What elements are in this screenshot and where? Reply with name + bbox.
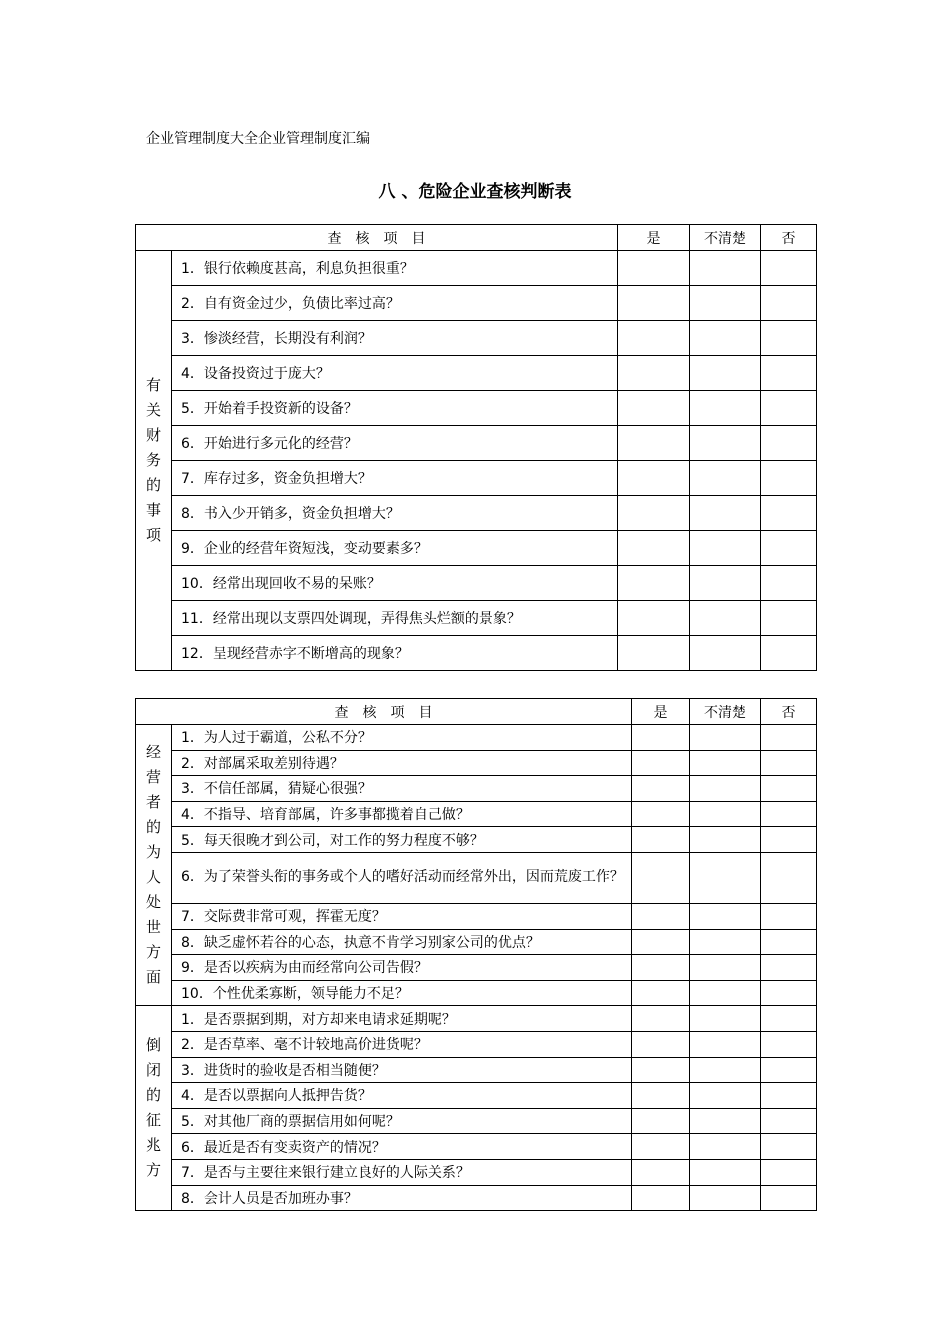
answer-cell-unclear[interactable]: [690, 1159, 761, 1185]
answer-cell-no[interactable]: [761, 827, 817, 853]
answer-cell-no[interactable]: [761, 801, 817, 827]
table-row: [136, 1134, 817, 1160]
check-item: 4．不指导、培育部属，许多事都揽着自己做？: [172, 801, 632, 827]
category-cell: [136, 1006, 172, 1211]
table-row: [136, 636, 817, 671]
column-header-unclear: 不清楚: [690, 225, 761, 251]
check-item: 10．个性优柔寡断，领导能力不足？: [172, 980, 632, 1006]
column-header-no: 否: [761, 699, 817, 725]
answer-cell-no[interactable]: [761, 929, 817, 955]
answer-cell-yes[interactable]: [632, 1134, 690, 1160]
column-header-yes: 是: [618, 225, 690, 251]
answer-cell-unclear[interactable]: [690, 801, 761, 827]
answer-cell-no[interactable]: [761, 776, 817, 802]
table-row: [136, 1185, 817, 1211]
table-row: [136, 980, 817, 1006]
answer-cell-no[interactable]: [761, 251, 817, 286]
answer-cell-unclear[interactable]: [690, 725, 761, 751]
check-item: 2．是否草率、毫不计较地高价进货呢？: [172, 1031, 632, 1057]
answer-cell-yes[interactable]: [632, 980, 690, 1006]
answer-cell-no[interactable]: [761, 566, 817, 601]
answer-cell-yes[interactable]: [618, 496, 690, 531]
answer-cell-yes[interactable]: [632, 776, 690, 802]
answer-cell-yes[interactable]: [618, 391, 690, 426]
table-row: [136, 461, 817, 496]
table-row: [136, 321, 817, 356]
table-row: [136, 356, 817, 391]
answer-cell-no[interactable]: [761, 601, 817, 636]
answer-cell-unclear[interactable]: [690, 1134, 761, 1160]
table-row: [136, 1057, 817, 1083]
check-item: 3．进货时的验收是否相当随便？: [172, 1057, 632, 1083]
answer-cell-unclear[interactable]: [690, 827, 761, 853]
answer-cell-unclear[interactable]: [690, 531, 761, 566]
check-item: 3．惨淡经营，长期没有利润？: [172, 321, 618, 356]
table-row: [136, 801, 817, 827]
table-row: [136, 725, 817, 751]
answer-cell-no[interactable]: [761, 321, 817, 356]
answer-cell-unclear[interactable]: [690, 1006, 761, 1032]
check-item: 2．自有资金过少，负债比率过高？: [172, 286, 618, 321]
answer-cell-unclear[interactable]: [690, 286, 761, 321]
document-title: 八 、危险企业查核判断表: [378, 182, 572, 202]
table-row: [136, 903, 817, 929]
answer-cell-yes[interactable]: [632, 1083, 690, 1109]
answer-cell-unclear[interactable]: [690, 1083, 761, 1109]
answer-cell-no[interactable]: [761, 1083, 817, 1109]
answer-cell-unclear[interactable]: [690, 1031, 761, 1057]
finance-checklist-table: [135, 224, 817, 671]
check-item: 5．对其他厂商的票据信用如何呢？: [172, 1108, 632, 1134]
answer-cell-unclear[interactable]: [690, 903, 761, 929]
check-item: 1．是否票据到期，对方却来电请求延期呢？: [172, 1006, 632, 1032]
answer-cell-yes[interactable]: [618, 566, 690, 601]
answer-cell-no[interactable]: [761, 1185, 817, 1211]
answer-cell-unclear[interactable]: [690, 461, 761, 496]
answer-cell-yes[interactable]: [632, 827, 690, 853]
answer-cell-unclear[interactable]: [690, 356, 761, 391]
answer-cell-no[interactable]: [761, 980, 817, 1006]
answer-cell-yes[interactable]: [632, 1031, 690, 1057]
answer-cell-no[interactable]: [761, 636, 817, 671]
column-header-item: 查 核 项 目: [136, 699, 632, 725]
answer-cell-unclear[interactable]: [690, 750, 761, 776]
check-item: 1．为人过于霸道，公私不分？: [172, 725, 632, 751]
table-row: [136, 750, 817, 776]
answer-cell-yes[interactable]: [632, 801, 690, 827]
category-label: 经 营 者 的 为 人 处 世 方 面: [145, 743, 161, 987]
answer-cell-yes[interactable]: [618, 321, 690, 356]
answer-cell-yes[interactable]: [632, 955, 690, 981]
check-item: 9．是否以疾病为由而经常向公司告假？: [172, 955, 632, 981]
check-item: 7．库存过多，资金负担增大？: [172, 461, 618, 496]
answer-cell-unclear[interactable]: [690, 980, 761, 1006]
column-header-item: 查 核 项 目: [136, 225, 618, 251]
answer-cell-yes[interactable]: [632, 1108, 690, 1134]
check-item: 8．会计人员是否加班办事？: [172, 1185, 632, 1211]
answer-cell-no[interactable]: [761, 356, 817, 391]
table-row: [136, 1108, 817, 1134]
answer-cell-unclear[interactable]: [690, 496, 761, 531]
check-item: 4．设备投资过于庞大？: [172, 356, 618, 391]
table-header-row: [136, 699, 817, 725]
answer-cell-no[interactable]: [761, 531, 817, 566]
answer-cell-yes[interactable]: [632, 1159, 690, 1185]
answer-cell-yes[interactable]: [632, 1057, 690, 1083]
table-header-row: [136, 225, 817, 251]
answer-cell-no[interactable]: [761, 1006, 817, 1032]
answer-cell-unclear[interactable]: [690, 1108, 761, 1134]
answer-cell-yes[interactable]: [618, 636, 690, 671]
answer-cell-unclear[interactable]: [690, 566, 761, 601]
answer-cell-yes[interactable]: [632, 725, 690, 751]
check-item: 5．每天很晚才到公司，对工作的努力程度不够？: [172, 827, 632, 853]
table-row: [136, 426, 817, 461]
answer-cell-yes[interactable]: [632, 903, 690, 929]
answer-cell-no[interactable]: [761, 955, 817, 981]
table-row: [136, 391, 817, 426]
answer-cell-no[interactable]: [761, 286, 817, 321]
answer-cell-yes[interactable]: [618, 426, 690, 461]
check-item: 3．不信任部属，猜疑心很强？: [172, 776, 632, 802]
answer-cell-unclear[interactable]: [690, 776, 761, 802]
answer-cell-no[interactable]: [761, 725, 817, 751]
answer-cell-no[interactable]: [761, 750, 817, 776]
check-item: 9．企业的经营年资短浅，变动要素多？: [172, 531, 618, 566]
answer-cell-no[interactable]: [761, 461, 817, 496]
answer-cell-yes[interactable]: [632, 852, 690, 903]
answer-cell-yes[interactable]: [618, 461, 690, 496]
table-row: [136, 566, 817, 601]
table-row: [136, 1006, 817, 1032]
table-row: [136, 286, 817, 321]
answer-cell-unclear[interactable]: [690, 852, 761, 903]
category-label: 倒 闭 的 征 兆 方: [145, 1036, 161, 1180]
answer-cell-unclear[interactable]: [690, 426, 761, 461]
answer-cell-no[interactable]: [761, 1134, 817, 1160]
table-row: [136, 955, 817, 981]
answer-cell-no[interactable]: [761, 391, 817, 426]
answer-cell-yes[interactable]: [618, 601, 690, 636]
check-item: 2．对部属采取差别待遇？: [172, 750, 632, 776]
check-item: 8．缺乏虚怀若谷的心态，执意不肯学习别家公司的优点？: [172, 929, 632, 955]
check-item: 6．最近是否有变卖资产的情况？: [172, 1134, 632, 1160]
answer-cell-unclear[interactable]: [690, 636, 761, 671]
table-row: [136, 852, 817, 903]
category-label: 有 关 财 务 的 事 项: [145, 376, 161, 544]
answer-cell-unclear[interactable]: [690, 1185, 761, 1211]
check-item: 12．呈现经营赤字不断增高的现象？: [172, 636, 618, 671]
check-item: 7．是否与主要往来银行建立良好的人际关系？: [172, 1159, 632, 1185]
category-cell: [136, 725, 172, 1006]
answer-cell-no[interactable]: [761, 1031, 817, 1057]
answer-cell-yes[interactable]: [618, 531, 690, 566]
answer-cell-unclear[interactable]: [690, 955, 761, 981]
table-row: [136, 929, 817, 955]
answer-cell-no[interactable]: [761, 1057, 817, 1083]
table-row: [136, 601, 817, 636]
check-item: 1．银行依赖度甚高，利息负担很重？: [172, 251, 618, 286]
table-row: [136, 776, 817, 802]
answer-cell-no[interactable]: [761, 1159, 817, 1185]
answer-cell-no[interactable]: [761, 1108, 817, 1134]
check-item: 4．是否以票据向人抵押告货？: [172, 1083, 632, 1109]
answer-cell-yes[interactable]: [618, 356, 690, 391]
answer-cell-no[interactable]: [761, 426, 817, 461]
answer-cell-unclear[interactable]: [690, 251, 761, 286]
answer-cell-yes[interactable]: [632, 1185, 690, 1211]
answer-cell-yes[interactable]: [632, 1006, 690, 1032]
answer-cell-no[interactable]: [761, 852, 817, 903]
table-row: [136, 251, 817, 286]
answer-cell-yes[interactable]: [632, 929, 690, 955]
table-row: [136, 827, 817, 853]
operator-checklist-table: [135, 698, 817, 1211]
table-row: [136, 531, 817, 566]
check-item: 10．经常出现回收不易的呆账？: [172, 566, 618, 601]
check-item: 11．经常出现以支票四处调现，弄得焦头烂额的景象？: [172, 601, 618, 636]
column-header-no: 否: [761, 225, 817, 251]
table-row: [136, 1159, 817, 1185]
answer-cell-no[interactable]: [761, 496, 817, 531]
answer-cell-unclear[interactable]: [690, 321, 761, 356]
answer-cell-unclear[interactable]: [690, 929, 761, 955]
document-header: 企业管理制度大全企业管理制度汇编: [146, 131, 370, 147]
check-item: 7．交际费非常可观，挥霍无度？: [172, 903, 632, 929]
answer-cell-unclear[interactable]: [690, 391, 761, 426]
column-header-unclear: 不清楚: [690, 699, 761, 725]
answer-cell-yes[interactable]: [618, 251, 690, 286]
check-item: 5．开始着手投资新的设备？: [172, 391, 618, 426]
check-item: 6．开始进行多元化的经营？: [172, 426, 618, 461]
category-cell: [136, 251, 172, 671]
column-header-yes: 是: [632, 699, 690, 725]
answer-cell-unclear[interactable]: [690, 601, 761, 636]
table-row: [136, 1031, 817, 1057]
check-item: 8．书入少开销多，资金负担增大？: [172, 496, 618, 531]
answer-cell-yes[interactable]: [632, 750, 690, 776]
check-item: 6．为了荣誉头衔的事务或个人的嗜好活动而经常外出，因而荒废工作？: [172, 852, 632, 903]
answer-cell-unclear[interactable]: [690, 1057, 761, 1083]
table-row: [136, 1083, 817, 1109]
answer-cell-no[interactable]: [761, 903, 817, 929]
answer-cell-yes[interactable]: [618, 286, 690, 321]
table-row: [136, 496, 817, 531]
